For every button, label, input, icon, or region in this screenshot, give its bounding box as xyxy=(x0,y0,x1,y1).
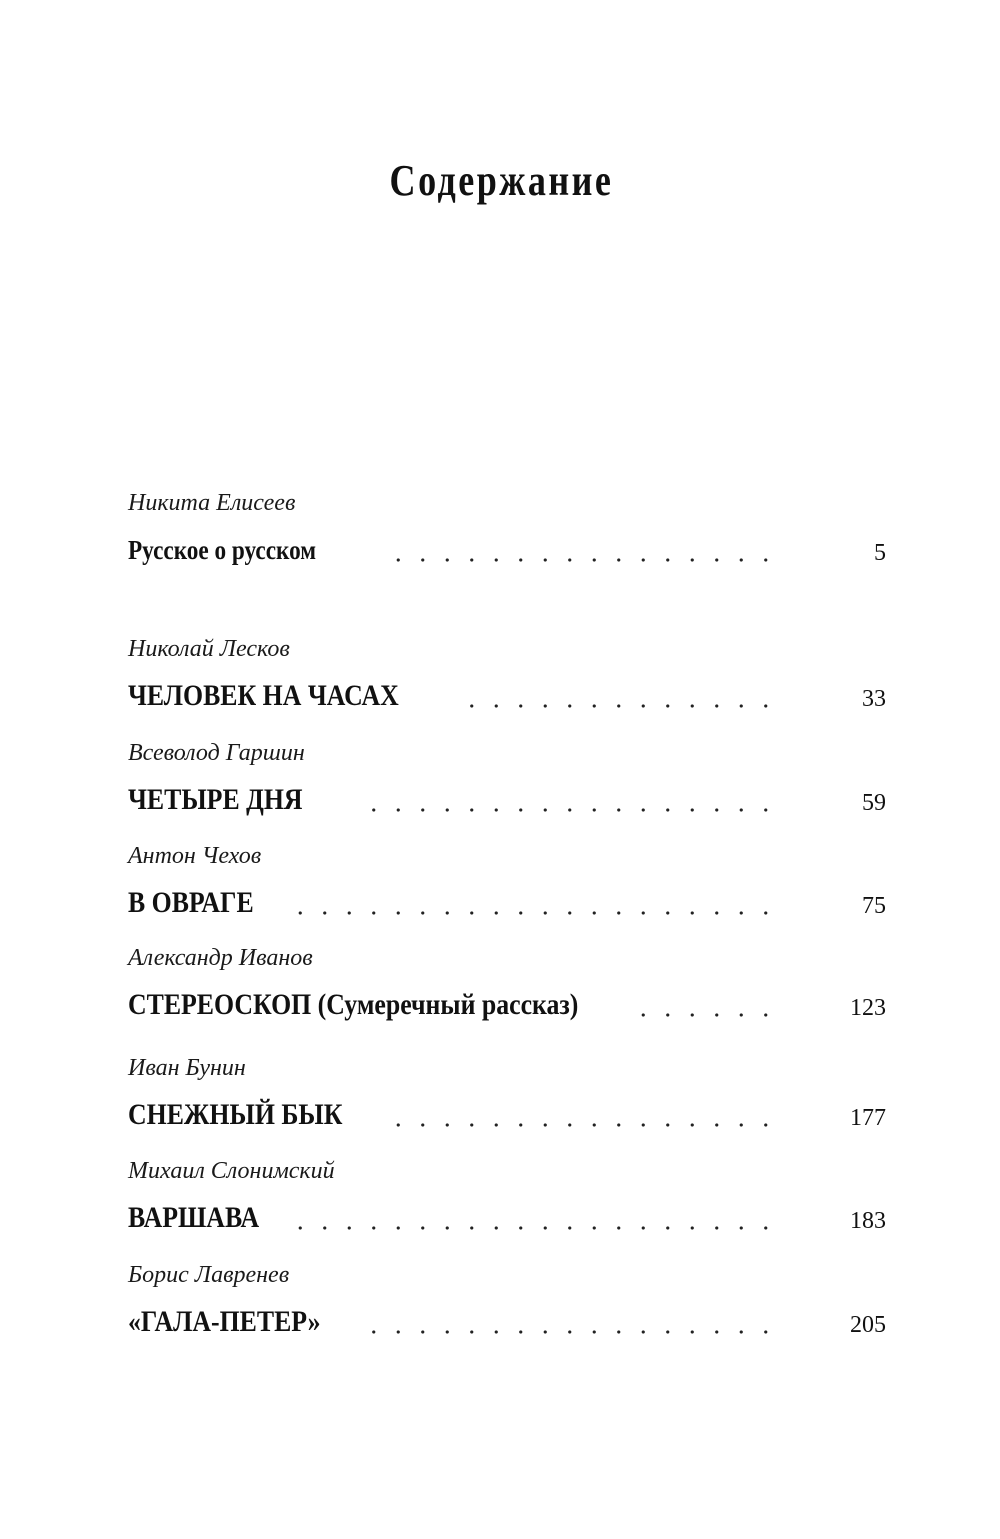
toc-author: Иван Бунин xyxy=(128,1055,246,1081)
dot-leader xyxy=(378,558,778,562)
page-title: Содержание xyxy=(389,156,614,205)
dot-leader xyxy=(353,808,778,812)
toc-author: Николай Лесков xyxy=(128,636,290,662)
toc-page-number: 205 xyxy=(850,1312,886,1338)
dot-leader xyxy=(278,911,778,915)
toc-line xyxy=(128,1302,886,1342)
toc-author: Никита Елисеев xyxy=(128,490,296,516)
toc-title: СТЕРЕОСКОП (Сумеречный рассказ) xyxy=(128,988,579,1021)
dot-leader xyxy=(353,1330,778,1334)
toc-page-number: 5 xyxy=(874,540,886,566)
toc-title: ЧЕТЫРЕ ДНЯ xyxy=(128,783,303,816)
dot-leader xyxy=(378,1123,778,1127)
toc-line xyxy=(128,780,886,820)
toc-author: Александр Иванов xyxy=(128,945,313,971)
toc-title: СНЕЖНЫЙ БЫК xyxy=(128,1098,343,1131)
toc-line xyxy=(128,985,886,1025)
toc-author: Антон Чехов xyxy=(128,843,262,869)
toc-line xyxy=(128,676,886,716)
toc-page-number: 177 xyxy=(850,1105,886,1131)
toc-title: В ОВРАГЕ xyxy=(128,886,254,919)
toc-title: «ГАЛА-ПЕТЕР» xyxy=(128,1305,321,1338)
toc-line xyxy=(128,1095,886,1135)
toc-page-number: 123 xyxy=(850,995,886,1021)
toc-author: Всеволод Гаршин xyxy=(128,740,305,766)
toc-page-number: 59 xyxy=(862,790,886,816)
toc-page-number: 183 xyxy=(850,1208,886,1234)
dot-leader xyxy=(450,704,778,708)
dot-leader xyxy=(623,1013,778,1017)
toc-title: ВАРШАВА xyxy=(128,1201,260,1234)
dot-leader xyxy=(278,1226,778,1230)
toc-title: Русское о русском xyxy=(128,535,317,565)
toc-line xyxy=(128,530,886,570)
toc-line xyxy=(128,883,886,923)
toc-author: Михаил Слонимский xyxy=(128,1158,335,1184)
toc-line xyxy=(128,1198,886,1238)
toc-page-number: 33 xyxy=(862,686,886,712)
toc-author: Борис Лавренев xyxy=(128,1262,290,1288)
toc-title: ЧЕЛОВЕК НА ЧАСАХ xyxy=(128,679,399,712)
toc-page-number: 75 xyxy=(862,893,886,919)
